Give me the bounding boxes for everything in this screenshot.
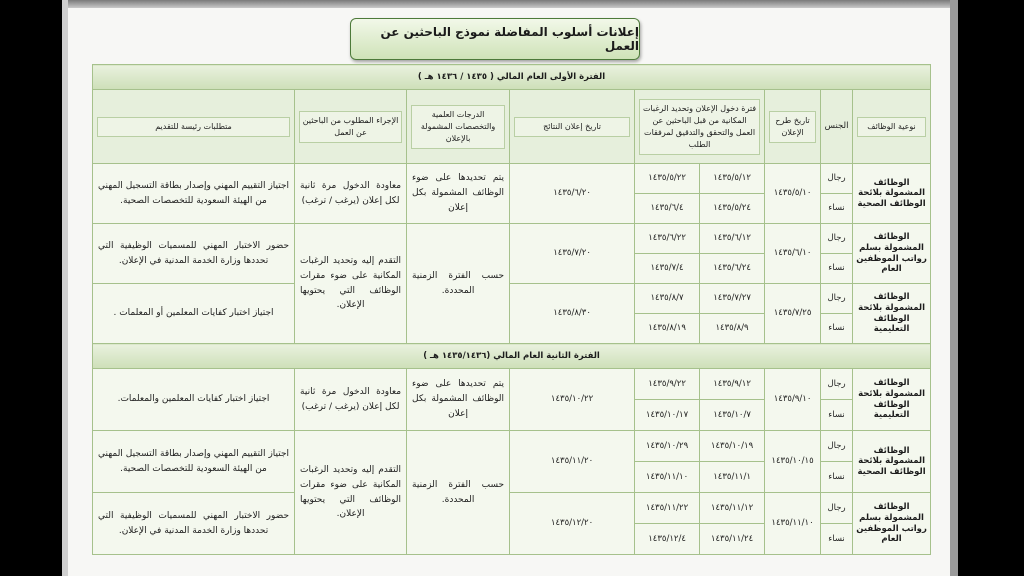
degrees-cell: يتم تحديدها على ضوء الوظائف المشمولة بكل إعلان <box>407 164 510 224</box>
job-type-cell: الوظائف المشمولة بلائحة الوظائف الصحية <box>853 431 931 493</box>
header-announce-date: تاريخ طرح الإعلان <box>765 90 821 164</box>
column-header-row <box>93 90 931 164</box>
table-row <box>93 224 931 254</box>
results-date: ١٤٣٥/٧/٢٠ <box>510 224 635 284</box>
men-from-date: ١٤٣٥/٥/١٢ <box>700 164 765 194</box>
women-to-date: ١٤٣٥/٨/١٩ <box>635 314 700 344</box>
men-to-date: ١٤٣٥/٥/٢٢ <box>635 164 700 194</box>
results-date: ١٤٣٥/١١/٢٠ <box>510 431 635 493</box>
degrees-cell: يتم تحديدها على ضوء الوظائف المشمولة بكل إعلان <box>407 369 510 431</box>
period-1-row <box>93 65 931 90</box>
women-from-date: ١٤٣٥/٨/٩ <box>700 314 765 344</box>
gender-women: نساء <box>821 194 853 224</box>
period-2-label: الفترة الثانية العام المالي (١٤٣٥/١٤٣٦ هـ ) <box>93 344 931 369</box>
table-row <box>93 164 931 194</box>
announce-date: ١٤٣٥/٥/١٠ <box>765 164 821 224</box>
results-date: ١٤٣٥/٦/٢٠ <box>510 164 635 224</box>
men-from-date: ١٤٣٥/٧/٢٧ <box>700 284 765 314</box>
degrees-cell: حسب الفترة الزمنية المحددة. <box>407 431 510 555</box>
results-date: ١٤٣٥/٨/٣٠ <box>510 284 635 344</box>
women-to-date: ١٤٣٥/٦/٤ <box>635 194 700 224</box>
gender-men: رجال <box>821 224 853 254</box>
men-to-date: ١٤٣٥/٩/٢٢ <box>635 369 700 400</box>
period-2-row <box>93 344 931 369</box>
men-from-date: ١٤٣٥/٦/١٢ <box>700 224 765 254</box>
job-type-cell: الوظائف المشمولة بلائحة الوظائف التعليمية <box>853 369 931 431</box>
requirements-cell: اجتياز اختبار كفايات المعلمين والمعلمات. <box>93 369 295 431</box>
men-from-date: ١٤٣٥/١٠/١٩ <box>700 431 765 462</box>
announce-date: ١٤٣٥/١١/١٠ <box>765 493 821 555</box>
header-degrees: الدرجات العلمية والتخصصات المشمولة بالإعلان <box>407 90 510 164</box>
page-edge-left <box>62 0 68 576</box>
header-entry-period: فترة دخول الإعلان وتحديد الرغبات المكانية من قبل الباحثين عن العمل والتحقق والتدقيق لمرفقات الطلب <box>635 90 765 164</box>
women-to-date: ١٤٣٥/٧/٤ <box>635 254 700 284</box>
women-from-date: ١٤٣٥/١١/٢٤ <box>700 524 765 555</box>
period-1-label: الفترة الأولى العام المالي ( ١٤٣٥ / ١٤٣٦ هـ ) <box>93 65 931 90</box>
job-type-cell: الوظائف المشمولة بلائحة الوظائف التعليمية <box>853 284 931 344</box>
requirements-cell: حضور الاختبار المهني للمسميات الوظيفية التي تحددها وزارة الخدمة المدنية في الإعلان. <box>93 493 295 555</box>
gender-men: رجال <box>821 284 853 314</box>
procedure-cell: معاودة الدخول مرة ثانية لكل إعلان (يرغب / ترغب) <box>295 164 407 224</box>
table-row <box>93 284 931 314</box>
header-job-type: نوعية الوظائف <box>853 90 931 164</box>
results-date: ١٤٣٥/١٢/٢٠ <box>510 493 635 555</box>
results-date: ١٤٣٥/١٠/٢٢ <box>510 369 635 431</box>
requirements-cell: اجتياز التقييم المهني وإصدار بطاقة التسجيل المهني من الهيئة السعودية للتخصصات الصحية. <box>93 164 295 224</box>
gender-women: نساء <box>821 254 853 284</box>
gender-men: رجال <box>821 493 853 524</box>
gender-women: نساء <box>821 524 853 555</box>
header-results-date: تاريخ إعلان النتائج <box>510 90 635 164</box>
announce-date: ١٤٣٥/٧/٢٥ <box>765 284 821 344</box>
women-from-date: ١٤٣٥/١٠/٧ <box>700 400 765 431</box>
page-title: إعلانات أسلوب المفاضلة نموذج الباحثين عن العمل <box>350 18 640 60</box>
procedure-cell: معاودة الدخول مرة ثانية لكل إعلان (يرغب / ترغب) <box>295 369 407 431</box>
announce-date: ١٤٣٥/٦/١٠ <box>765 224 821 284</box>
gender-women: نساء <box>821 314 853 344</box>
gender-men: رجال <box>821 369 853 400</box>
requirements-cell: اجتياز التقييم المهني وإصدار بطاقة التسجيل المهني من الهيئة السعودية للتخصصات الصحية. <box>93 431 295 493</box>
job-type-cell: الوظائف المشمولة بسلم رواتب الموظفين العام <box>853 224 931 284</box>
table-row <box>93 431 931 462</box>
table-row <box>93 369 931 400</box>
table-row <box>93 493 931 524</box>
women-from-date: ١٤٣٥/٦/٢٤ <box>700 254 765 284</box>
document-page <box>62 0 958 576</box>
gender-women: نساء <box>821 462 853 493</box>
degrees-cell: حسب الفترة الزمنية المحددة. <box>407 224 510 344</box>
women-to-date: ١٤٣٥/١٠/١٧ <box>635 400 700 431</box>
men-to-date: ١٤٣٥/٨/٧ <box>635 284 700 314</box>
gender-men: رجال <box>821 164 853 194</box>
job-type-cell: الوظائف المشمولة بلائحة الوظائف الصحية <box>853 164 931 224</box>
header-gender: الجنس <box>821 90 853 164</box>
header-procedure: الإجراء المطلوب من الباحثين عن العمل <box>295 90 407 164</box>
page-edge-right <box>950 0 958 576</box>
requirements-cell: اجتياز اختبار كفايات المعلمين أو المعلمات . <box>93 284 295 344</box>
women-to-date: ١٤٣٥/١١/١٠ <box>635 462 700 493</box>
announce-date: ١٤٣٥/١٠/١٥ <box>765 431 821 493</box>
schedule-table <box>92 64 931 555</box>
gender-men: رجال <box>821 431 853 462</box>
men-to-date: ١٤٣٥/١٠/٢٩ <box>635 431 700 462</box>
announce-date: ١٤٣٥/٩/١٠ <box>765 369 821 431</box>
men-to-date: ١٤٣٥/٦/٢٢ <box>635 224 700 254</box>
requirements-cell: حضور الاختبار المهني للمسميات الوظيفية التي تحددها وزارة الخدمة المدنية في الإعلان. <box>93 224 295 284</box>
women-from-date: ١٤٣٥/٥/٢٤ <box>700 194 765 224</box>
procedure-cell: التقدم إليه وتحديد الرغبات المكانية على ضوء مقرات الوظائف التي يحتويها الإعلان. <box>295 224 407 344</box>
men-from-date: ١٤٣٥/١١/١٢ <box>700 493 765 524</box>
job-type-cell: الوظائف المشمولة بسلم رواتب الموظفين العام <box>853 493 931 555</box>
men-to-date: ١٤٣٥/١١/٢٢ <box>635 493 700 524</box>
gender-women: نساء <box>821 400 853 431</box>
header-requirements: متطلبات رئيسة للتقديم <box>93 90 295 164</box>
women-from-date: ١٤٣٥/١١/١ <box>700 462 765 493</box>
men-from-date: ١٤٣٥/٩/١٢ <box>700 369 765 400</box>
procedure-cell: التقدم إليه وتحديد الرغبات المكانية على ضوء مقرات الوظائف التي يحتويها الإعلان. <box>295 431 407 555</box>
women-to-date: ١٤٣٥/١٢/٤ <box>635 524 700 555</box>
